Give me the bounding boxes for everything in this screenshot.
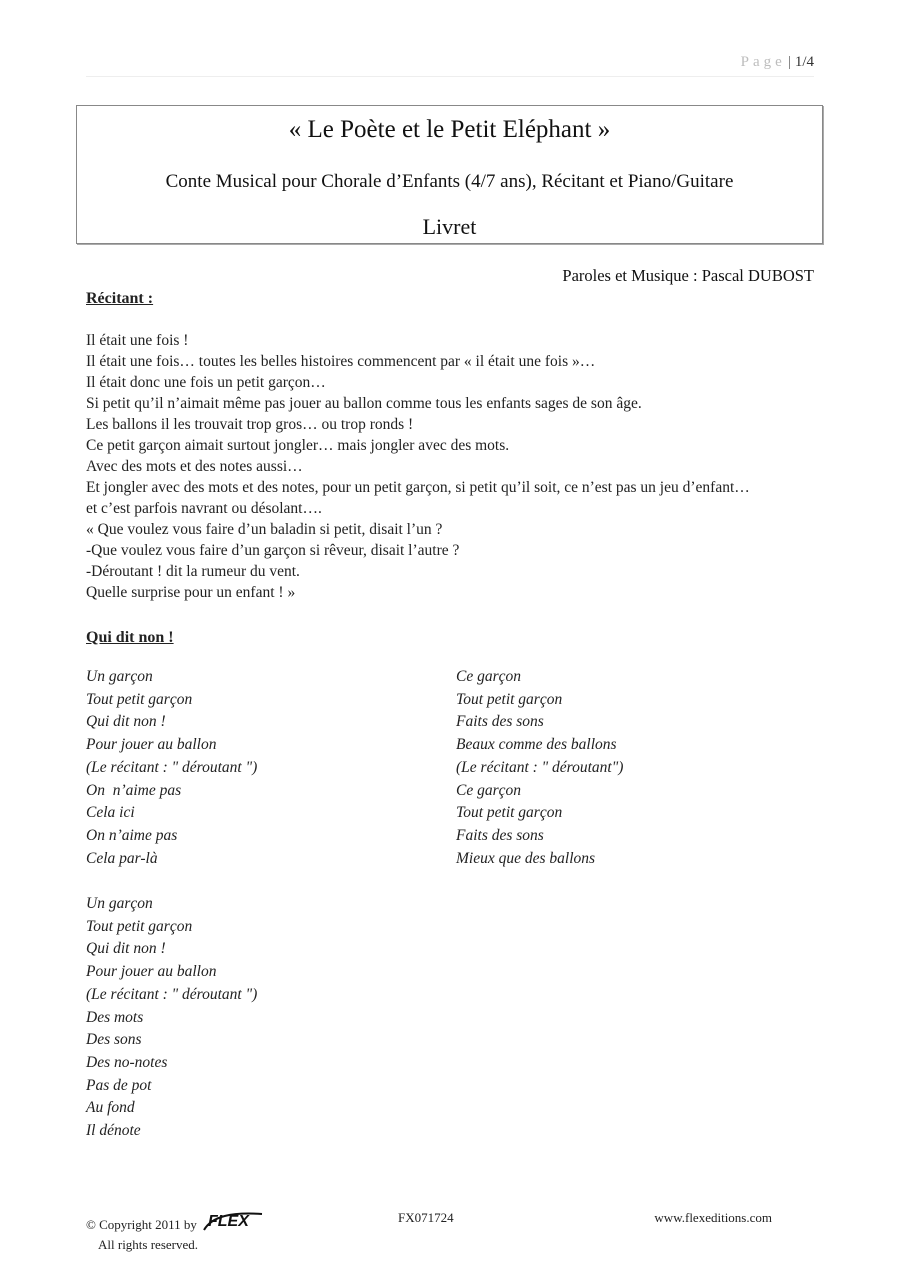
narration-line: et c’est parfois navrant ou désolant…. (86, 500, 322, 517)
narration-line: Il était une fois ! (86, 332, 189, 349)
lyric-line: Au fond (86, 1099, 135, 1117)
narration-line: Il était une fois… toutes les belles histoires commencent par « il était une fois »… (86, 353, 596, 370)
narration-line: Il était donc une fois un petit garçon… (86, 374, 326, 391)
page-label: Page (740, 54, 786, 70)
lyrics-left-column (86, 666, 257, 1143)
lyric-line: Un garçon (86, 895, 153, 913)
narration-line: -Déroutant ! dit la rumeur du vent. (86, 563, 300, 580)
document-subtitle: Conte Musical pour Chorale d’Enfants (4/7 ans), Récitant et Piano/Guitare (165, 171, 734, 192)
lyric-line: Il dénote (86, 1122, 141, 1140)
lyric-line: Qui dit non ! (86, 713, 166, 731)
page-indicator (741, 54, 814, 71)
narration-line: Avec des mots et des notes aussi… (86, 458, 303, 475)
narration-line: Si petit qu’il n’aimait même pas jouer au ballon comme tous les enfants sages de son âge. (86, 395, 642, 412)
lyric-line: Tout petit garçon (456, 804, 563, 822)
lyric-line: Ce garçon (456, 668, 522, 685)
lyric-line: Ce garçon (456, 781, 522, 799)
lyric-line: Tout petit garçon (86, 917, 193, 935)
lyric-line: Des sons (86, 1031, 142, 1049)
lyric-line: (Le récitant : " déroutant ") (86, 985, 258, 1003)
header-divider (86, 76, 814, 77)
lyrics-right-column (456, 666, 623, 870)
lyric-line: Qui dit non ! (86, 940, 166, 958)
document-type: Livret (422, 214, 477, 239)
lyric-line: Des mots (86, 1008, 144, 1026)
lyric-line: Pour jouer au ballon (86, 963, 217, 981)
lyric-line: Beaux comme des ballons (456, 736, 617, 754)
lyric-line: Un garçon (86, 668, 153, 685)
lyric-line: Cela par-là (86, 849, 158, 867)
recitant-text (86, 330, 826, 603)
lyric-line: Tout petit garçon (456, 690, 563, 708)
narration-line: « Que voulez vous faire d’un baladin si petit, disait l’un ? (86, 521, 443, 538)
title-box (76, 105, 823, 244)
narration-line: Quelle surprise pour un enfant ! » (86, 584, 296, 601)
lyric-line: Tout petit garçon (86, 690, 193, 708)
song-heading: Qui dit non ! (86, 629, 174, 646)
narration-line: Et jongler avec des mots et des notes, pour un petit garçon, si petit qu’il soit, ce n’est pas un jeu d’enfant… (86, 479, 750, 496)
narration-line: Ce petit garçon aimait surtout jongler… mais jongler avec des mots. (86, 437, 510, 454)
rights-reserved: All rights reserved. (98, 1237, 199, 1252)
lyric-line (86, 870, 257, 893)
recitant-heading: Récitant : (86, 290, 154, 307)
copyright-text: © Copyright 2011 by (86, 1217, 197, 1232)
lyric-line: Des no-notes (86, 1053, 168, 1071)
website-url: www.flexeditions.com (654, 1210, 772, 1225)
lyric-line: (Le récitant : " déroutant") (456, 758, 624, 776)
author-credit: Paroles et Musique : Pascal DUBOST (562, 266, 814, 285)
narration-line: Les ballons il les trouvait trop gros… ou trop ronds ! (86, 416, 414, 433)
page-separator: | (787, 54, 791, 70)
narration-line: -Que voulez vous faire d’un garçon si rêveur, disait l’autre ? (86, 542, 460, 559)
lyric-line: Faits des sons (456, 826, 544, 844)
page-number: 1/4 (794, 54, 814, 70)
document-title: « Le Poète et le Petit Eléphant » (288, 116, 611, 143)
copyright-notice (86, 1210, 266, 1253)
lyric-line: Cela ici (86, 804, 135, 822)
lyric-line: Pour jouer au ballon (86, 736, 217, 754)
lyric-line: Faits des sons (456, 713, 544, 731)
lyric-line: Pas de pot (86, 1076, 152, 1094)
logo-text: FLEX (208, 1213, 250, 1230)
catalog-number: FX071724 (398, 1210, 454, 1225)
lyric-line: On n’aime pas (86, 826, 178, 844)
lyric-line: Mieux que des ballons (456, 849, 596, 867)
flex-logo (202, 1210, 266, 1236)
lyric-line: (Le récitant : " déroutant ") (86, 758, 258, 776)
lyric-line: On n’aime pas (86, 781, 182, 799)
